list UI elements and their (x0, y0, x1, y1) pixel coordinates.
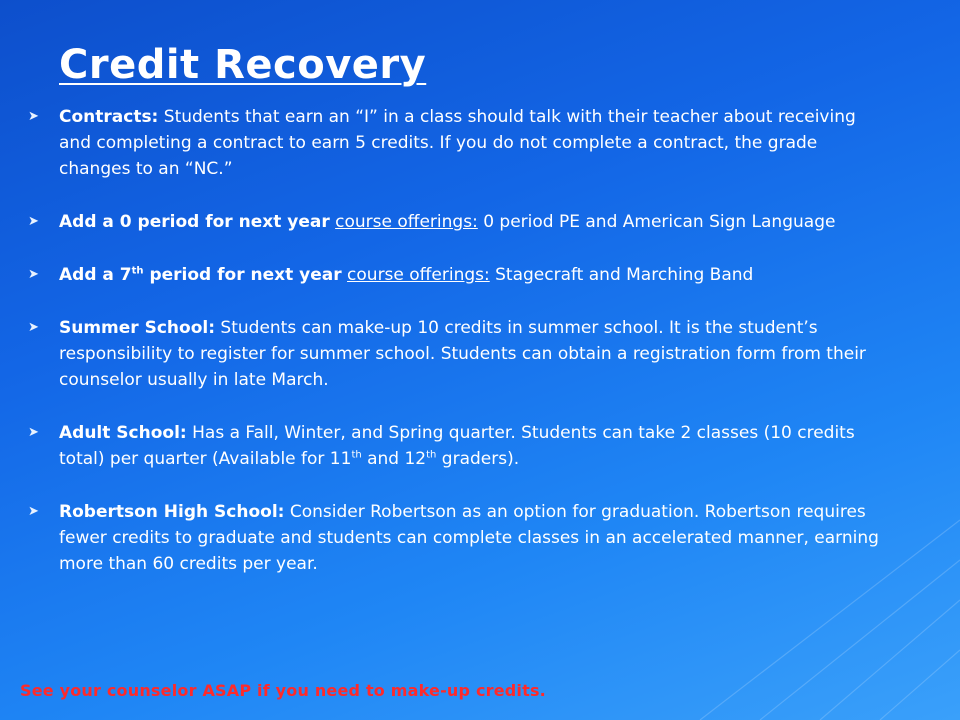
bullet-sup: th (351, 449, 362, 461)
bullet-text: Stagecraft and Marching Band (489, 265, 754, 285)
arrow-bullet-icon: ➤ (28, 320, 39, 335)
bullet-text: Students that earn an “I” in a class should talk with their teacher about receiving and completing a contract to earn 5 credits. If you do not complete a contract, the grade changes to an “NC.” (59, 107, 856, 179)
bullet-label (59, 265, 342, 285)
bullet-sup: th (426, 449, 437, 461)
bullet-adult-school (28, 420, 889, 472)
bullet-label: Add a 0 period for next year (59, 212, 330, 232)
bullet-label-pre: Add a 7 (59, 265, 132, 285)
bullet-robertson (28, 499, 889, 577)
arrow-bullet-icon: ➤ (28, 214, 39, 229)
bullet-text: Students can make-up 10 credits in summer school. It is the student’s responsibility to register for summer school. Students can obtain a registration form from their counselor usually in late March. (59, 318, 866, 390)
bullet-zero-period (28, 209, 889, 235)
bullet-seventh-period (28, 262, 889, 288)
footer-note: See your counselor ASAP if you need to make-up credits. (20, 681, 546, 700)
slide-title: Credit Recovery (59, 42, 427, 88)
course-offerings-link[interactable]: course offerings: (335, 212, 478, 232)
arrow-bullet-icon: ➤ (28, 425, 39, 440)
bullet-text: Has a Fall, Winter, and Spring quarter. Students can take 2 classes (10 credits total) per quarter (Available for 11 (59, 423, 855, 469)
bullet-summer-school (28, 315, 889, 393)
bullet-label: Robertson High School: (59, 502, 285, 522)
bullet-text: graders). (436, 449, 520, 469)
bullet-list (28, 104, 889, 604)
arrow-bullet-icon: ➤ (28, 267, 39, 282)
bullet-label-post: period for next year (143, 265, 342, 285)
bullet-text: and 12 (361, 449, 427, 469)
bullet-label: Adult School: (59, 423, 187, 443)
bullet-label: Summer School: (59, 318, 216, 338)
bullet-text: Consider Robertson as an option for graduation. Robertson requires fewer credits to graduate and students can complete classes in an accelerated manner, earning more than 60 credits per year. (59, 502, 879, 574)
course-offerings-link[interactable]: course offerings: (347, 265, 490, 285)
bullet-text: 0 period PE and American Sign Language (477, 212, 836, 232)
bullet-label: Contracts: (59, 107, 159, 127)
arrow-bullet-icon: ➤ (28, 109, 39, 124)
bullet-label-sup: th (131, 265, 144, 277)
arrow-bullet-icon: ➤ (28, 504, 39, 519)
bullet-contracts (28, 104, 889, 182)
